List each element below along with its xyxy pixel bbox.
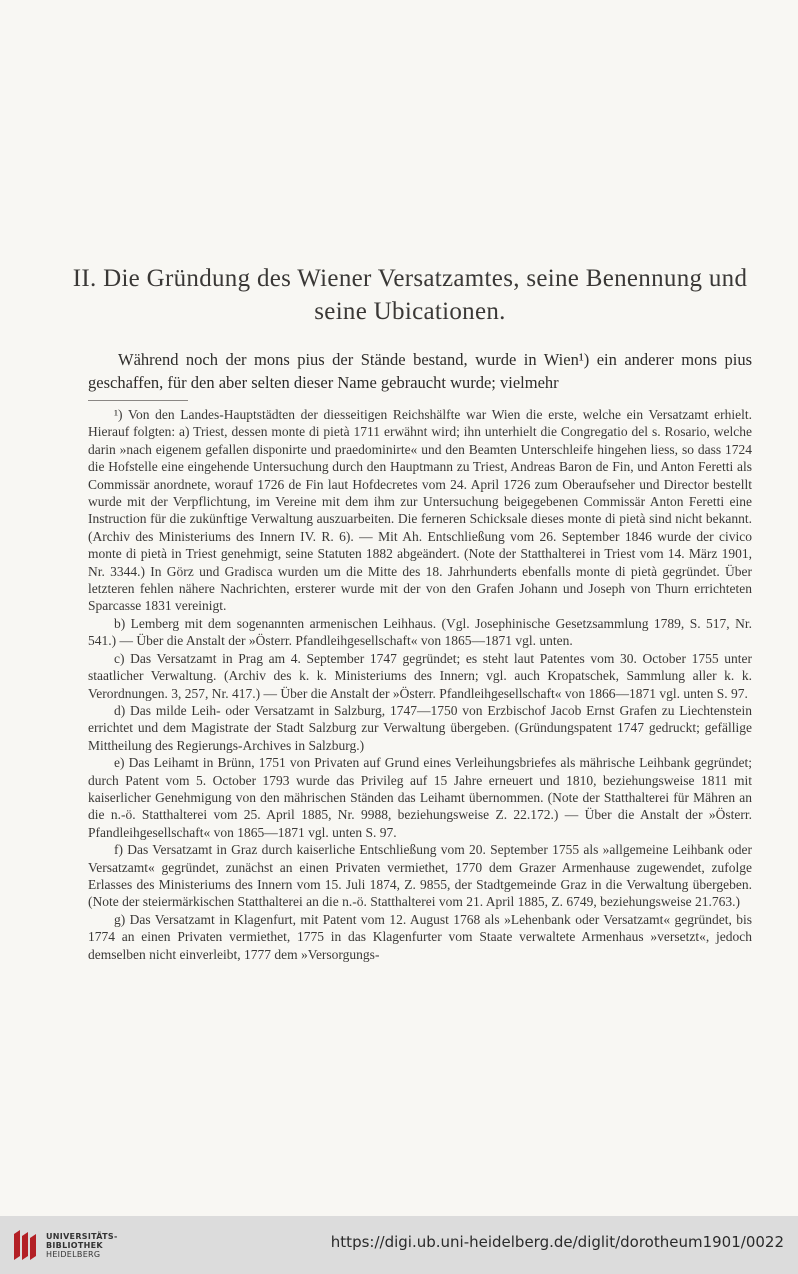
footnote-e: e) Das Leihamt in Brünn, 1751 von Privaten auf Grund eines Verleihungsbriefes als mährische Leihbank gegründet; durch Patent vom 5. October 1793 wurde das Privileg auf 15 Jahre erneuert und 1810, beziehungsweise 1811 mit kaiserlicher Genehmigung von den mährischen Ständen das Leihamt übernommen. (Note der Statthalterei für Mähren an die n.-ö. Statthalterei vom 25. April 1885, Nr. 9988, beziehungsweise Z. 22.172.) — Über die Anstalt der »Österr. Pfandleihgesellschaft« von 1865—1871 vgl. unten S. 97. xyxy=(88,755,752,840)
footnote-divider xyxy=(88,400,188,401)
library-name-line-2: BIBLIOTHEK xyxy=(46,1241,103,1250)
permalink-url[interactable]: https://digi.ub.uni-heidelberg.de/diglit/dorotheum1901/0022 xyxy=(330,1233,784,1251)
heading-line-2: seine Ubicationen. xyxy=(314,298,506,325)
library-name[interactable] xyxy=(46,1232,118,1259)
footnote-1: ¹) Von den Landes-Hauptstädten der diesseitigen Reichshälfte war Wien die erste, welche ein Versatzamt erhielt. Hierauf folgten: a) Triest, dessen monte di pietà 1711 erwähnt wird; ihn unterhielt die Congregatio del s. Rosario, welche darin »nach eigenem gefallen disponirte und praedominirte« und den Beamten Unterschleife hingehen liess, so dass 1724 die Hofstelle eine eingehende Untersuchung durch den Hauptmann zu Triest, Andreas Baron de Fin, und Anton Feretti als Commissär anordnete, worauf 1726 de Fin laut Hofdecretes vom 24. April 1726 zum Oberaufseher und Director bestellt wurde mit der Verpflichtung, im Vereine mit dem ihm zur Untersuchung beigegebenen Commissär Anton Feretti eine Instruction für die zukünftige Verwaltung auszuarbeiten. Die ferneren Schicksale dieses monte di pietà sind nicht bekannt. (Archiv des Ministeriums des Innern IV. R. 6). — Mit Ah. Entschließung vom 26. September 1846 wurde der civico monte di pietà in Triest genehmigt, seine Statuten 1882 abgeändert. (Note der Statthalterei in Triest vom 14. März 1901, Nr. 3344.) In Görz und Gradisca wurden um die Mitte des 18. Jahrhunderts ebenfalls monte di pietà gegründet. Über letzteren fehlen nähere Nachrichten, ersterer wurde mit der von den Grafen Johann und Joseph von Thurn errichteten Sparcasse 1831 vereinigt. xyxy=(88,407,752,614)
library-logo-icon[interactable] xyxy=(10,1226,40,1264)
body-paragraph-text: Während noch der mons pius der Stände bestand, wurde in Wien¹) ein anderer mons pius geschaffen, für den aber selten dieser Name gebraucht wurde; vielmehr xyxy=(88,350,752,392)
footnote-c: c) Das Versatzamt in Prag am 4. September 1747 gegründet; es steht laut Patentes vom 30. October 1755 unter staatlicher Verwaltung. (Archiv des k. k. Ministeriums des Innern; vgl. auch Kropatschek, Sammlung aller k. k. Verordnungen. 3, 257, Nr. 417.) — Über die Anstalt der »Österr. Pfandleihgesellschaft« von 1866—1871 vgl. unten S. 97. xyxy=(88,650,752,701)
footnote-d: d) Das milde Leih- oder Versatzamt in Salzburg, 1747—1750 von Erzbischof Jacob Ernst Grafen zu Liechtenstein errichtet und dem Magistrate der Stadt Salzburg zur Verwaltung übergeben. (Gründungspatent 1747 gedruckt; gefällige Mittheilung des Regierungs-Archives in Salzburg.) xyxy=(88,702,752,753)
body-paragraph xyxy=(88,348,752,394)
heading-line-1: II. Die Gründung des Wiener Versatzamtes, seine Benennung und xyxy=(72,265,748,292)
library-name-line-1: UNIVERSITÄTS- xyxy=(46,1232,118,1241)
chapter-heading xyxy=(70,262,750,328)
library-name-line-3: HEIDELBERG xyxy=(46,1250,101,1259)
footnote-g: g) Das Versatzamt in Klagenfurt, mit Patent vom 12. August 1768 als »Lehenbank oder Versatzamt« gegründet, bis 1774 an einen Privaten vermiethet, 1775 in das Klagenfurter vom Staate verwaltete Armenhaus »versetzt«, jedoch demselben nicht einverleibt, 1777 dem »Versorgungs- xyxy=(88,911,752,962)
footnote-f: f) Das Versatzamt in Graz durch kaiserliche Entschließung vom 20. September 1755 als »allgemeine Leihbank oder Versatzamt« gegründet, zunächst an einen Privaten vermiethet, 1770 dem Grazer Armenhause zugewendet, zufolge Erlasses des Ministeriums des Innern vom 15. Juli 1874, Z. 9855, der Stadtgemeinde Graz in die Verwaltung übergeben. (Note der steiermärkischen Statthalterei an die n.-ö. Statthalterei vom 21. April 1885, Z. 6749, beziehungsweise 21.763.) xyxy=(88,842,752,910)
library-footer xyxy=(0,1216,798,1274)
footnotes xyxy=(88,406,752,963)
footnote-b: b) Lemberg mit dem sogenannten armenischen Leihhaus. (Vgl. Josephinische Gesetzsammlung 1789, S. 517, Nr. 541.) — Über die Anstalt der »Österr. Pfandleihgesellschaft« von 1865—1871 vgl. unten. xyxy=(88,615,752,649)
